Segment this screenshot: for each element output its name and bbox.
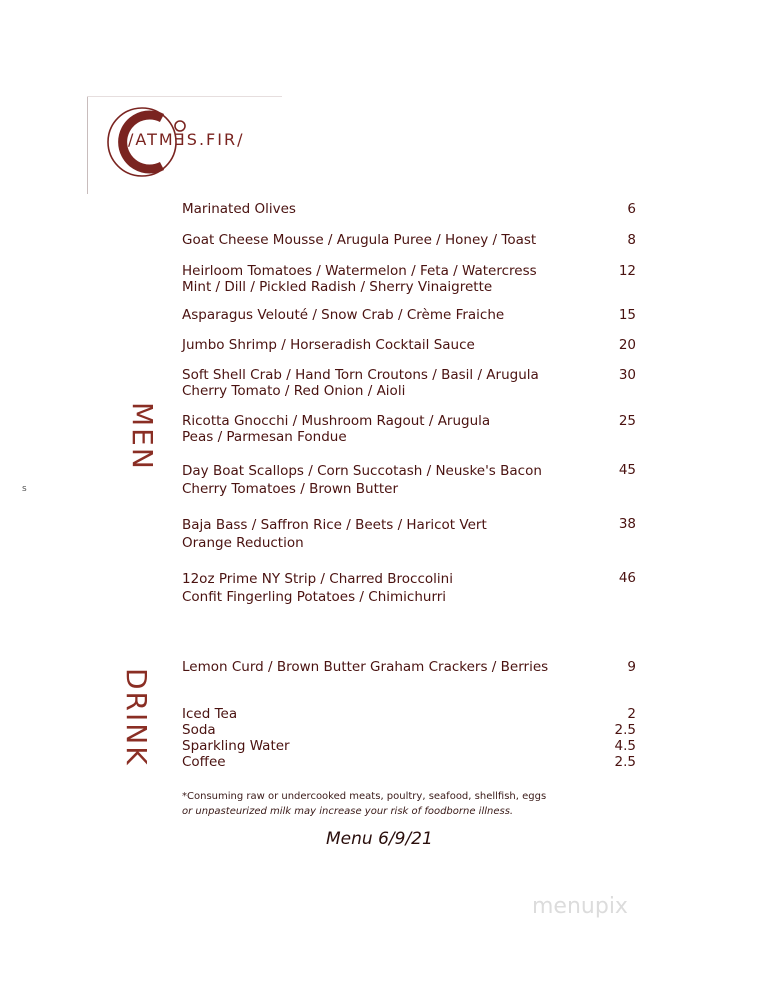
item-price: 15 bbox=[618, 307, 636, 323]
disclaimer-line-2: or unpasteurized milk may increase your risk of foodborne illness. bbox=[182, 806, 514, 817]
logo-wordmark: /ATMƎS.FIR/ bbox=[128, 130, 245, 149]
beverage-row bbox=[182, 722, 636, 738]
beverage-name: Sparkling Water bbox=[182, 738, 290, 754]
item-name: 12oz Prime NY Strip / Charred Broccolini bbox=[182, 571, 453, 587]
menu-item bbox=[182, 570, 636, 606]
watermark: menupix bbox=[532, 894, 628, 919]
menu-item bbox=[182, 263, 636, 295]
dessert-item bbox=[182, 659, 636, 675]
menu-item bbox=[182, 307, 636, 323]
beverage-row bbox=[182, 706, 636, 722]
item-name: Goat Cheese Mousse / Arugula Puree / Honey / Toast bbox=[182, 232, 537, 248]
section-label-menu: MEN bbox=[126, 402, 159, 471]
item-name: Soft Shell Crab / Hand Torn Croutons / Basil / Arugula bbox=[182, 367, 539, 383]
item-price: 45 bbox=[618, 462, 636, 478]
menu-item bbox=[182, 367, 636, 399]
item-name: Ricotta Gnocchi / Mushroom Ragout / Arugula bbox=[182, 413, 491, 429]
beverage-name: Coffee bbox=[182, 754, 226, 770]
disclaimer-line-1: *Consuming raw or undercooked meats, poultry, seafood, shellfish, eggs bbox=[182, 791, 547, 802]
menu-item bbox=[182, 232, 636, 248]
item-price: 46 bbox=[618, 570, 636, 586]
item-name: Lemon Curd / Brown Butter Graham Crackers / Berries bbox=[182, 659, 549, 675]
item-price: 8 bbox=[627, 232, 636, 248]
item-price: 30 bbox=[618, 367, 636, 383]
item-price: 6 bbox=[627, 201, 636, 217]
item-description: Mint / Dill / Pickled Radish / Sherry Vinaigrette bbox=[182, 279, 493, 295]
stray-mark: s bbox=[22, 484, 27, 494]
menu-item bbox=[182, 462, 636, 498]
beverage-price: 2 bbox=[627, 706, 636, 722]
item-price: 9 bbox=[627, 659, 636, 675]
menu-date: Menu 6/9/21 bbox=[326, 829, 433, 849]
item-description: Orange Reduction bbox=[182, 535, 304, 551]
item-price: 38 bbox=[618, 516, 636, 532]
item-description: Confit Fingerling Potatoes / Chimichurri bbox=[182, 589, 447, 605]
beverage-list bbox=[182, 706, 636, 770]
item-price: 25 bbox=[618, 413, 636, 429]
item-price: 12 bbox=[618, 263, 636, 279]
frame-line-horizontal bbox=[87, 96, 282, 97]
item-name: Asparagus Velouté / Snow Crab / Crème Fraiche bbox=[182, 307, 505, 323]
frame-line-vertical bbox=[87, 96, 88, 194]
item-name: Heirloom Tomatoes / Watermelon / Feta / Watercress bbox=[182, 263, 537, 279]
item-name: Jumbo Shrimp / Horseradish Cocktail Sauce bbox=[182, 337, 475, 353]
item-name: Baja Bass / Saffron Rice / Beets / Haricot Vert bbox=[182, 517, 487, 533]
beverage-price: 2.5 bbox=[614, 722, 636, 738]
menu-item bbox=[182, 201, 636, 217]
item-description: Cherry Tomato / Red Onion / Aioli bbox=[182, 383, 406, 399]
beverage-price: 4.5 bbox=[614, 738, 636, 754]
item-description: Cherry Tomatoes / Brown Butter bbox=[182, 481, 399, 497]
beverage-price: 2.5 bbox=[614, 754, 636, 770]
item-description: Peas / Parmesan Fondue bbox=[182, 429, 347, 445]
beverage-row bbox=[182, 738, 636, 754]
beverage-name: Soda bbox=[182, 722, 216, 738]
item-name: Marinated Olives bbox=[182, 201, 296, 217]
beverage-name: Iced Tea bbox=[182, 706, 238, 722]
item-price: 20 bbox=[618, 337, 636, 353]
menu-item bbox=[182, 337, 636, 353]
menu-item bbox=[182, 516, 636, 552]
food-safety-disclaimer bbox=[182, 789, 602, 819]
beverage-row bbox=[182, 754, 636, 770]
section-label-drink: DRINK bbox=[120, 668, 153, 767]
item-name: Day Boat Scallops / Corn Succotash / Neuske's Bacon bbox=[182, 463, 542, 479]
menu-item bbox=[182, 413, 636, 445]
